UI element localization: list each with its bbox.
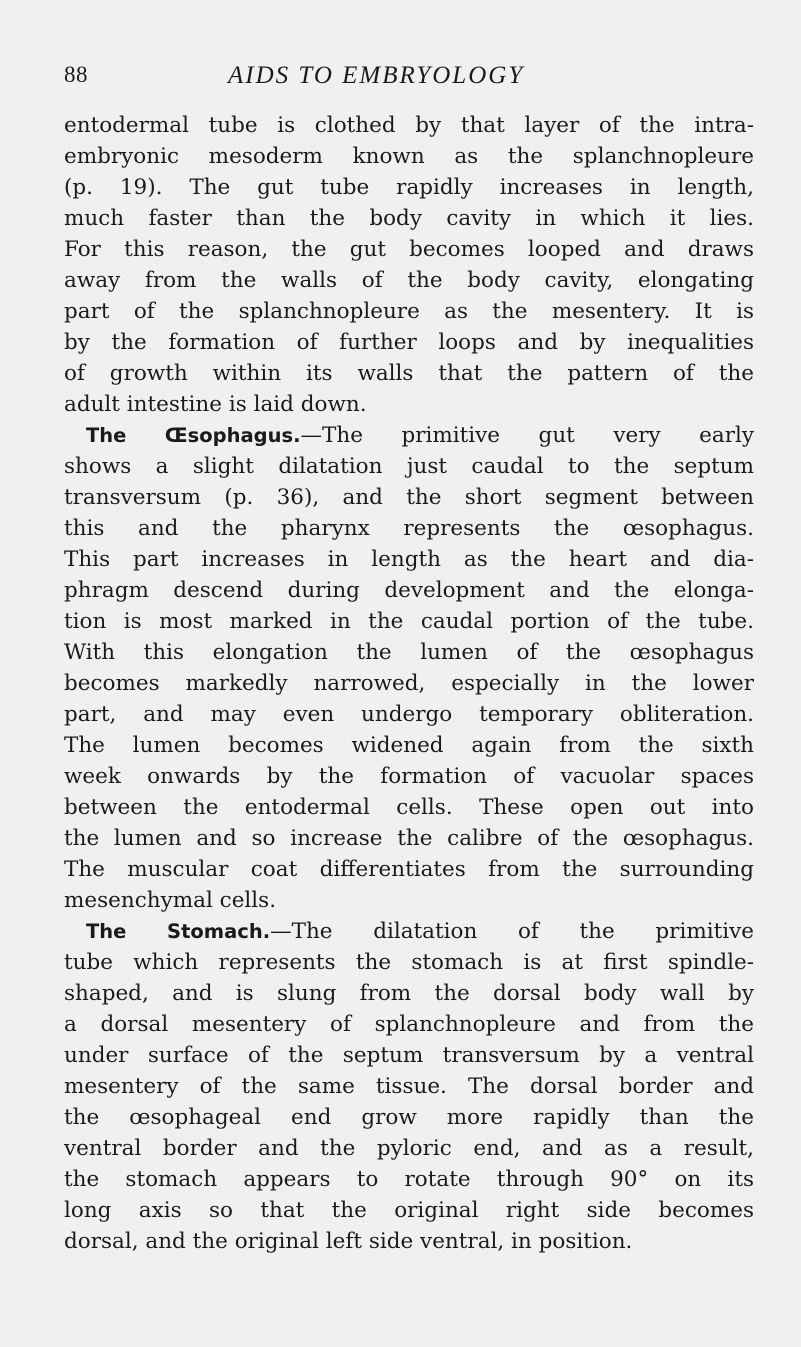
text-line: becomes markedly narrowed, especially in the lower [64, 671, 754, 696]
text-line: tion is most marked in the caudal portion of the tube. [64, 609, 754, 634]
text-line: entodermal tube is clothed by that layer of the intra- [64, 113, 754, 138]
paragraph-gut-tube [64, 110, 754, 420]
text-line: week onwards by the formation of vacuolar spaces [64, 764, 754, 789]
body-text [64, 110, 754, 1257]
text-line: away from the walls of the body cavity, elongating [64, 268, 754, 293]
text-line: shaped, and is slung from the dorsal body wall by [64, 981, 754, 1006]
text-line: shows a slight dilatation just caudal to the septum [64, 454, 754, 479]
text-line: This part increases in length as the heart and dia- [64, 547, 754, 572]
text-line: embryonic mesoderm known as the splanchnopleure [64, 144, 754, 169]
text-line: by the formation of further loops and by inequalities [64, 330, 754, 355]
text-line: the œsophageal end grow more rapidly than the [64, 1105, 754, 1130]
text-line: part, and may even undergo temporary obliteration. [64, 702, 754, 727]
page-header [64, 62, 737, 96]
text-line: a dorsal mesentery of splanchnopleure and from the [64, 1012, 754, 1037]
text-line: The lumen becomes widened again from the sixth [64, 733, 754, 758]
section-heading-stomach: The Stomach. [86, 920, 271, 943]
text-line: much faster than the body cavity in which it lies. [64, 206, 754, 231]
text-line: dorsal, and the original left side ventral, in position. [64, 1229, 633, 1254]
text-line: ventral border and the pyloric end, and as a result, [64, 1136, 754, 1161]
text-line: mesentery of the same tissue. The dorsal border and [64, 1074, 754, 1099]
text-line: transversum (p. 36), and the short segment between [64, 485, 754, 510]
section-oesophagus [64, 420, 754, 916]
text-line: long axis so that the original right side becomes [64, 1198, 754, 1223]
text-line: For this reason, the gut becomes looped and draws [64, 237, 754, 262]
text-line: the stomach appears to rotate through 90° on its [64, 1167, 754, 1192]
section-first-line [64, 916, 754, 947]
text-fragment: —The dilatation of the primitive [270, 919, 754, 944]
text-line: (p. 19). The gut tube rapidly increases in length, [64, 175, 754, 200]
text-line: With this elongation the lumen of the œsophagus [64, 640, 754, 665]
text-line: phragm descend during development and the elonga- [64, 578, 754, 603]
text-line: between the entodermal cells. These open out into [64, 795, 754, 820]
text-line: mesenchymal cells. [64, 888, 277, 913]
text-line: part of the splanchnopleure as the mesentery. It is [64, 299, 754, 324]
text-line: this and the pharynx represents the œsophagus. [64, 516, 754, 541]
text-line: tube which represents the stomach is at first spindle- [64, 950, 754, 975]
text-line: adult intestine is laid down. [64, 392, 367, 417]
text-line: of growth within its walls that the pattern of the [64, 361, 754, 386]
text-line: the lumen and so increase the calibre of the œsophagus. [64, 826, 754, 851]
section-first-line [64, 420, 754, 451]
section-stomach [64, 916, 754, 1257]
text-line: under surface of the septum transversum by a ventral [64, 1043, 754, 1068]
page-number: 88 [64, 62, 88, 87]
text-fragment: —The primitive gut very early [300, 423, 754, 448]
text-line: The muscular coat differentiates from the surrounding [64, 857, 754, 882]
running-head: AIDS TO EMBRYOLOGY [228, 62, 525, 89]
section-heading-oesophagus: The Œsophagus. [86, 424, 301, 447]
